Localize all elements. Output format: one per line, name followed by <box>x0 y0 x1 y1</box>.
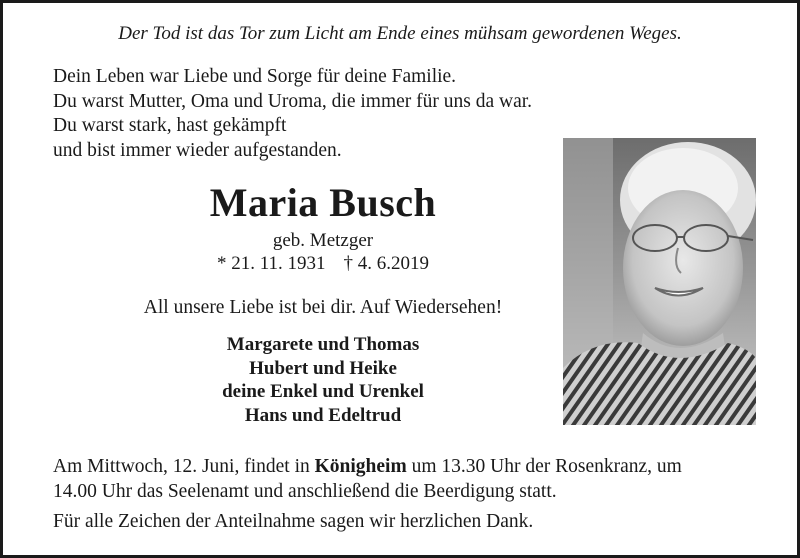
birth-date: * 21. 11. 1931 <box>216 253 326 274</box>
deceased-name: Maria Busch <box>209 180 437 225</box>
motto-quote: Der Tod ist das Tor zum Licht am Ende eines mühsam gewordenen Weges. <box>118 23 682 44</box>
verse-line: und bist immer wieder aufgestanden. <box>53 139 342 161</box>
life-dates <box>3 253 643 275</box>
mourner-entry: Hubert und Heike <box>249 357 397 379</box>
service-line: Am Mittwoch, 12. Juni, findet in Königheim um 13.30 Uhr der Rosenkranz, um <box>53 456 682 477</box>
mourners-list <box>3 333 643 427</box>
mourner-entry: Margarete und Thomas <box>226 334 420 355</box>
service-place: Königheim <box>314 456 407 477</box>
mourner-entry: Hans und Edeltrud <box>244 404 402 426</box>
death-date: † 4. 6.2019 <box>343 253 430 274</box>
portrait-photo <box>563 138 756 425</box>
birth-name: geb. Metzger <box>272 230 374 251</box>
verse-line: Dein Leben war Liebe und Sorge für deine Familie. <box>53 66 457 87</box>
mourner-entry: deine Enkel und Urenkel <box>222 381 424 402</box>
verse-line: Du warst stark, hast gekämpft <box>53 115 287 136</box>
thanks-line: Für alle Zeichen der Anteilnahme sagen wir herzlichen Dank. <box>53 511 534 532</box>
verse-line: Du warst Mutter, Oma und Uroma, die immer für uns da war. <box>53 90 533 112</box>
verse-block <box>53 65 532 163</box>
service-line: 14.00 Uhr das Seelenamt und anschließend die Beerdigung statt. <box>53 480 557 502</box>
farewell-line: All unsere Liebe ist bei dir. Auf Wiedersehen! <box>143 297 503 318</box>
service-announcement <box>53 455 763 504</box>
